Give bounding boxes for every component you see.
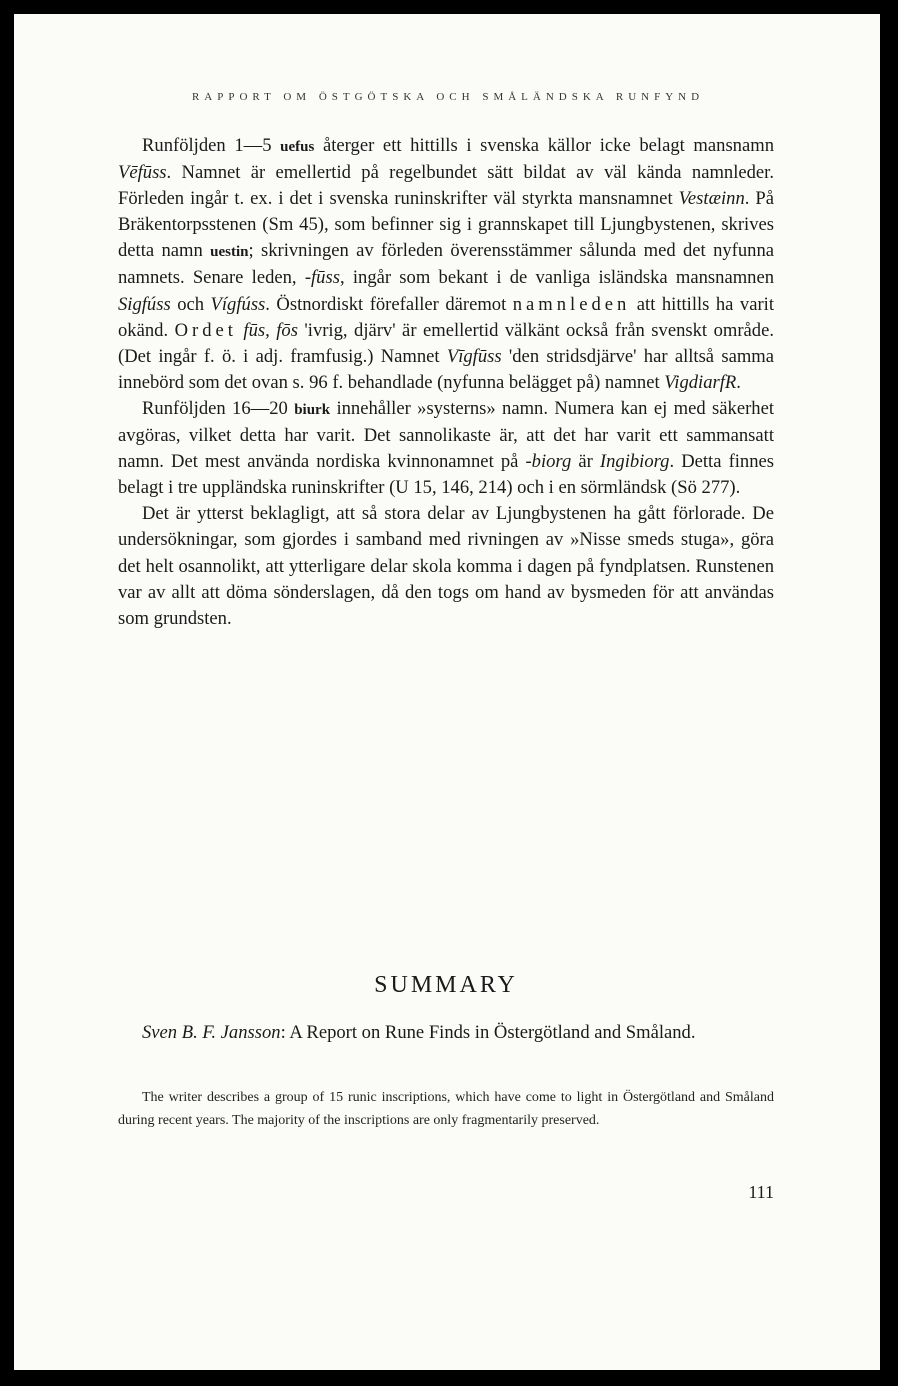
- text-span: att hittills ha varit okänd.: [118, 293, 774, 341]
- name-italic: Vestæinn: [678, 188, 745, 210]
- name-italic: Sigfúss: [118, 293, 171, 315]
- name-italic: Vēfūss: [118, 162, 167, 184]
- name-italic: -biorg: [525, 451, 572, 473]
- text-span: är: [571, 451, 600, 473]
- text-span: återger ett hittills i svenska källor icke belagt mansnamn: [314, 135, 774, 156]
- text-span: . På Bräkentorpsstenen (Sm 45), som befinner sig i grannskapet till Ljungbystenen, skrives detta namn: [118, 188, 775, 262]
- rune-transliteration: biurk: [294, 401, 331, 418]
- text-span: . Detta finnes belagt i tre uppländska runinskrifter (U 15, 146, 214) och i en sörmländsk (Sö 277).: [118, 451, 775, 499]
- paragraph-1: [118, 133, 774, 396]
- paragraph-2: [118, 396, 774, 501]
- text-span: .: [736, 371, 741, 393]
- author-name: Sven B. F. Jansson: [142, 1022, 281, 1043]
- text-span: 'den stridsdjärve' har alltså samma innebörd som det ovan s. 96 f. behandlade (nyfunna belägget på) namnet: [118, 345, 775, 393]
- name-italic: VigdiarfR: [664, 371, 737, 393]
- spaced-emphasis: namnleden: [512, 293, 631, 315]
- summary-text: The writer describes a group of 15 runic inscriptions, which have come to light in Östergötland and Småland during recent years. The majority of the inscriptions are only fragmentarily preserved.: [118, 1090, 774, 1128]
- text-span: innehåller »systerns» namn. Numera kan ej med säkerhet avgöras, vilket detta har varit. Det sannolikaste är, att det har varit ett sammansatt namn. Det mest använda nordiska kvinnonamnet på: [118, 397, 774, 473]
- rune-transliteration: uefus: [280, 139, 315, 155]
- name-italic: Vígfúss: [210, 293, 266, 315]
- rune-transliteration: uestin: [210, 244, 249, 261]
- text-span: . Namnet är emellertid på regelbundet sätt bildat av väl kända namnleder. Förleden ingår t. ex. i det i svenska runinskrifter väl styrkta mansnamnet: [118, 162, 774, 210]
- text-span: . Östnordiskt förefaller däremot: [265, 293, 513, 315]
- page: [14, 14, 880, 1370]
- text-span: Runföljden 1—5: [142, 135, 281, 156]
- text-span: , ingår som bekant i de vanliga isländska mansnamnen: [339, 267, 774, 289]
- summary-heading: SUMMARY: [374, 972, 518, 998]
- text-span: 'ivrig, djärv' är emellertid välkänt också från svenskt område. (Det ingår f. ö. i adj. framfusig.) Namnet: [118, 319, 774, 367]
- text-span: Runföljden 16—20: [142, 397, 295, 419]
- name-italic: fūs, fōs: [243, 319, 298, 341]
- name-italic: Vīgfūss: [446, 345, 502, 367]
- paragraph-3: Det är ytterst beklagligt, att så stora delar av Ljungbystenen ha gått förlorade. De undersökningar, som gjordes i samband med rivningen av »Nisse smeds stuga», göra det helt osannolikt, att ytterligare delar skola komma i dagen på fyndplatsen. Runstenen var av allt att döma sönderslagen, då den togs om hand av bysmeden för att användas som grundsten.: [118, 503, 774, 629]
- text-span: ; skrivningen av förleden överensstämmer sålunda med det nyfunna namnets. Senare leden,: [118, 240, 774, 289]
- summary-author-line: [118, 1020, 774, 1046]
- name-italic: Ingibiorg: [599, 451, 670, 473]
- running-header: RAPPORT OM ÖSTGÖTSKA OCH SMÅLÄNDSKA RUNFYND: [191, 91, 705, 103]
- page-number: 111: [748, 1182, 774, 1202]
- body-text: [118, 133, 774, 632]
- report-title: A Report on Rune Finds in Östergötland and Småland.: [289, 1022, 696, 1043]
- text-span: och: [170, 293, 211, 315]
- text-span: :: [280, 1022, 290, 1043]
- spaced-emphasis: Ordet: [174, 319, 237, 341]
- name-italic: -fūss: [304, 267, 340, 289]
